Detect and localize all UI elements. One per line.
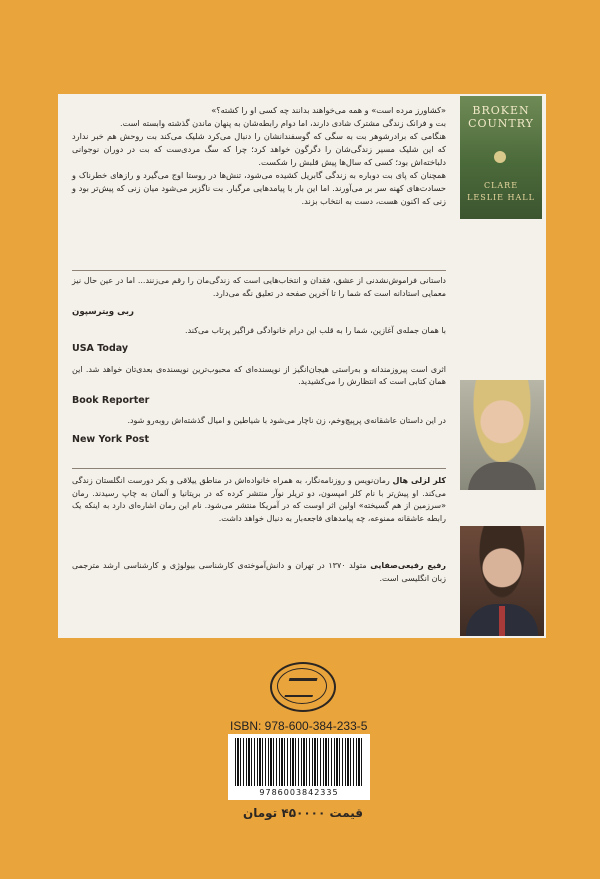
blurb [72, 104, 446, 208]
book-author-line: CLARE [483, 181, 519, 190]
book-author-line: LESLIE HALL [467, 193, 535, 202]
author-photo [460, 380, 544, 490]
book-title-line: COUNTRY [468, 117, 534, 130]
author-bio-text: رمان‌نویس و روزنامه‌نگار، به همراه خانواده‌اش در مناطق ییلاقی و بکر دورست انگلستان زندگی می‌کند. او پیش‌تر با نام کلر امپسون، دو تریلر نوآر منتشر کرده که در بریتانیا و آلمان به چاپ رسیدند. رمان «سرزمین از هم گسیخته» اولین اثر اوست که در آمریکا منتشر می‌شود. نام این رمان اشاره‌ای دارد به اینکه یک رابطه عاشقانه ممنوعه، چه پیامدهای فاجعه‌بار به دنبال خواهد داشت. [72, 476, 446, 523]
blurb-paragraph: بت و فرانک زندگی مشترک شادی دارند، اما دوام رابطه‌شان به پنهان ماندن گذشته وابسته است. [120, 118, 446, 128]
translator-bio [72, 560, 446, 585]
publisher-logo-icon [270, 662, 336, 712]
translator-name: رفیع رفیعی‌صفایی [370, 561, 447, 570]
review-source: USA Today [72, 343, 129, 354]
review-source: New York Post [72, 433, 150, 445]
image-column [458, 94, 546, 638]
blurb-paragraph: هنگامی که برادرشوهر بت به سگی که گوسفندانشان را دنبال می‌کرد شلیک می‌کند بت روحش هم خبر ندارد که این شلیک مسیر زندگی‌شان را دگرگون خواهد کرد؛ چرا که سگ مردی‌ست که بت در دوران نوجوانی دلباخته‌اش بود؛ کسی که سال‌ها پیش قلبش را شکست. [72, 131, 446, 167]
author-name: کلر لزلی هال [392, 476, 446, 485]
review-quote: داستانی فراموش‌نشدنی از عشق، فقدان و انتخاب‌هایی است که زندگی‌مان را رقم می‌زنند... اما در عین حال نیز معمایی استادانه است که شما را تا آخرین صفحه در تعلیق نگه می‌دارد. [72, 276, 446, 298]
book-title-line: BROKEN [472, 104, 530, 117]
review-quote: اثری است پیروزمندانه و به‌راستی هیجان‌انگیز از نویسنده‌ای که محبوب‌ترین نویسنده‌ی بعدی‌تان خواهد شد. این همان کتابی است که انتظارش را می‌کشیدید. [72, 364, 446, 386]
price: قیمت ۴۵۰۰۰۰ تومان [242, 806, 364, 820]
review-quote: در این داستان عاشقانه‌ی پرپیچ‌وخم، زن ناچار می‌شود با شیاطین و امیال گذشته‌اش روبه‌رو شود. [127, 416, 446, 425]
review-quote: با همان جمله‌ی آغازین، شما را به قلب این درام خانوادگی فراگیر پرتاب می‌کند. [185, 325, 446, 335]
translator-photo [460, 526, 544, 636]
blurb-paragraph: همچنان که پای بت دوباره به زندگی گابریل کشیده می‌شود، تنش‌ها در روستا اوج می‌گیرد و رازهای خطرناک و حسادت‌های کهنه سر بر می‌آورند. اما این بار با پیامدهایی مرگبار. بت ناگزیر می‌شود میان زنی که پیش‌تر بود و زنی که اکنون هست، دست به انتخاب بزند. [72, 170, 446, 206]
blurb-paragraph: «کشاورز مرده است» و همه می‌خواهند بدانند چه کسی او را کشته؟» [211, 105, 446, 115]
isbn: ISBN: 978-600-384-233-5 [230, 719, 368, 733]
emblem-icon [494, 151, 506, 163]
review-source: ربی ویترسپون [72, 307, 134, 317]
translator-bio-text: متولد ۱۳۷۰ در تهران و دانش‌آموخته‌ی کارشناسی بیولوژی و کارشناسی ارشد مترجمی زبان انگلیسی است. [72, 561, 446, 583]
content-panel [58, 94, 546, 638]
text-column [58, 94, 458, 638]
author-bio [72, 475, 446, 525]
barcode-bars [235, 738, 363, 786]
divider [72, 468, 446, 469]
reviews [72, 275, 446, 454]
divider [72, 270, 446, 271]
book-cover-thumbnail [460, 96, 542, 219]
barcode [228, 734, 370, 800]
review-source: Book Reporter [72, 394, 150, 406]
barcode-digits: 9786003842335 [259, 788, 339, 797]
